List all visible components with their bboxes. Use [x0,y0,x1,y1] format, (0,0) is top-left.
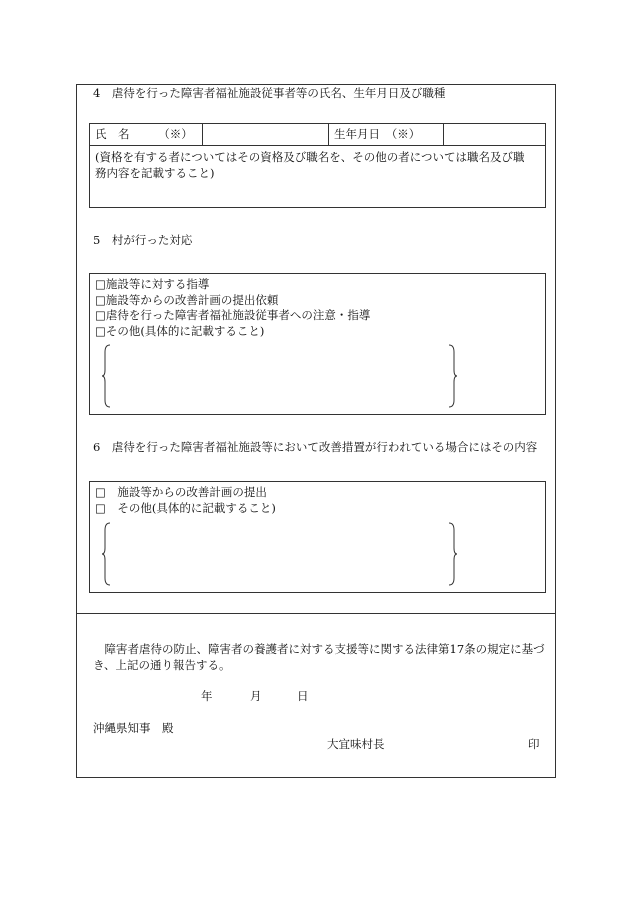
section4-heading: 4 虐待を行った障害者福祉施設従事者等の氏名、生年月日及び職種 [93,86,446,100]
checkbox-item[interactable]: □ 施設等からの改善計画の提出 [95,485,267,499]
right-brace-icon [447,344,457,408]
improvement-measures-list [95,485,276,516]
section6-heading: 6 虐待を行った障害者福祉施設等において改善措置が行われている場合にはその内容 [93,440,538,454]
date-year: 年 [201,689,213,703]
right-brace-icon [447,522,457,586]
left-brace-icon [102,522,112,586]
birth-label: 生年月日 （※） [334,127,421,141]
village-response-box [89,273,546,415]
section-divider [77,613,555,614]
section5-heading: 5 村が行った対応 [93,233,193,247]
statement-line1: 障害者虐待の防止、障害者の養護者に対する支援等に関する法律第17条の規定に基づ [93,642,545,656]
checkbox-item[interactable]: □ その他(具体的に記載すること) [95,500,276,515]
seal-mark: 印 [528,737,540,751]
report-form [76,84,556,778]
checkbox-item[interactable]: □施設等からの改善計画の提出依頼 [95,292,279,307]
name-label-cell [90,124,203,145]
checkbox-item[interactable]: □虐待を行った障害者福祉施設従事者への注意・指導 [95,308,371,322]
qualification-note-line2: 務内容を記載すること) [95,166,215,180]
birth-field[interactable] [444,124,545,145]
village-response-list [95,277,370,339]
name-label: 氏 名 （※） [95,127,193,141]
birth-label-cell [329,124,444,145]
addressee: 沖縄県知事 殿 [93,721,174,735]
staff-info-row [90,124,545,146]
left-brace-icon [102,344,112,408]
checkbox-item[interactable]: □施設等に対する指導 [95,277,210,291]
staff-info-table [89,123,546,208]
sender: 大宜味村長 [327,737,385,751]
date-day: 日 [297,689,309,703]
qualification-note-line1: (資格を有する者についてはその資格及び職名を、その他の者については職名及び職 [95,150,525,164]
improvement-measures-box [89,481,546,593]
name-field[interactable] [203,124,329,145]
checkbox-item[interactable]: □その他(具体的に記載すること) [95,323,265,338]
statement-line2: き、上記の通り報告する。 [93,658,231,672]
date-month: 月 [250,689,262,703]
